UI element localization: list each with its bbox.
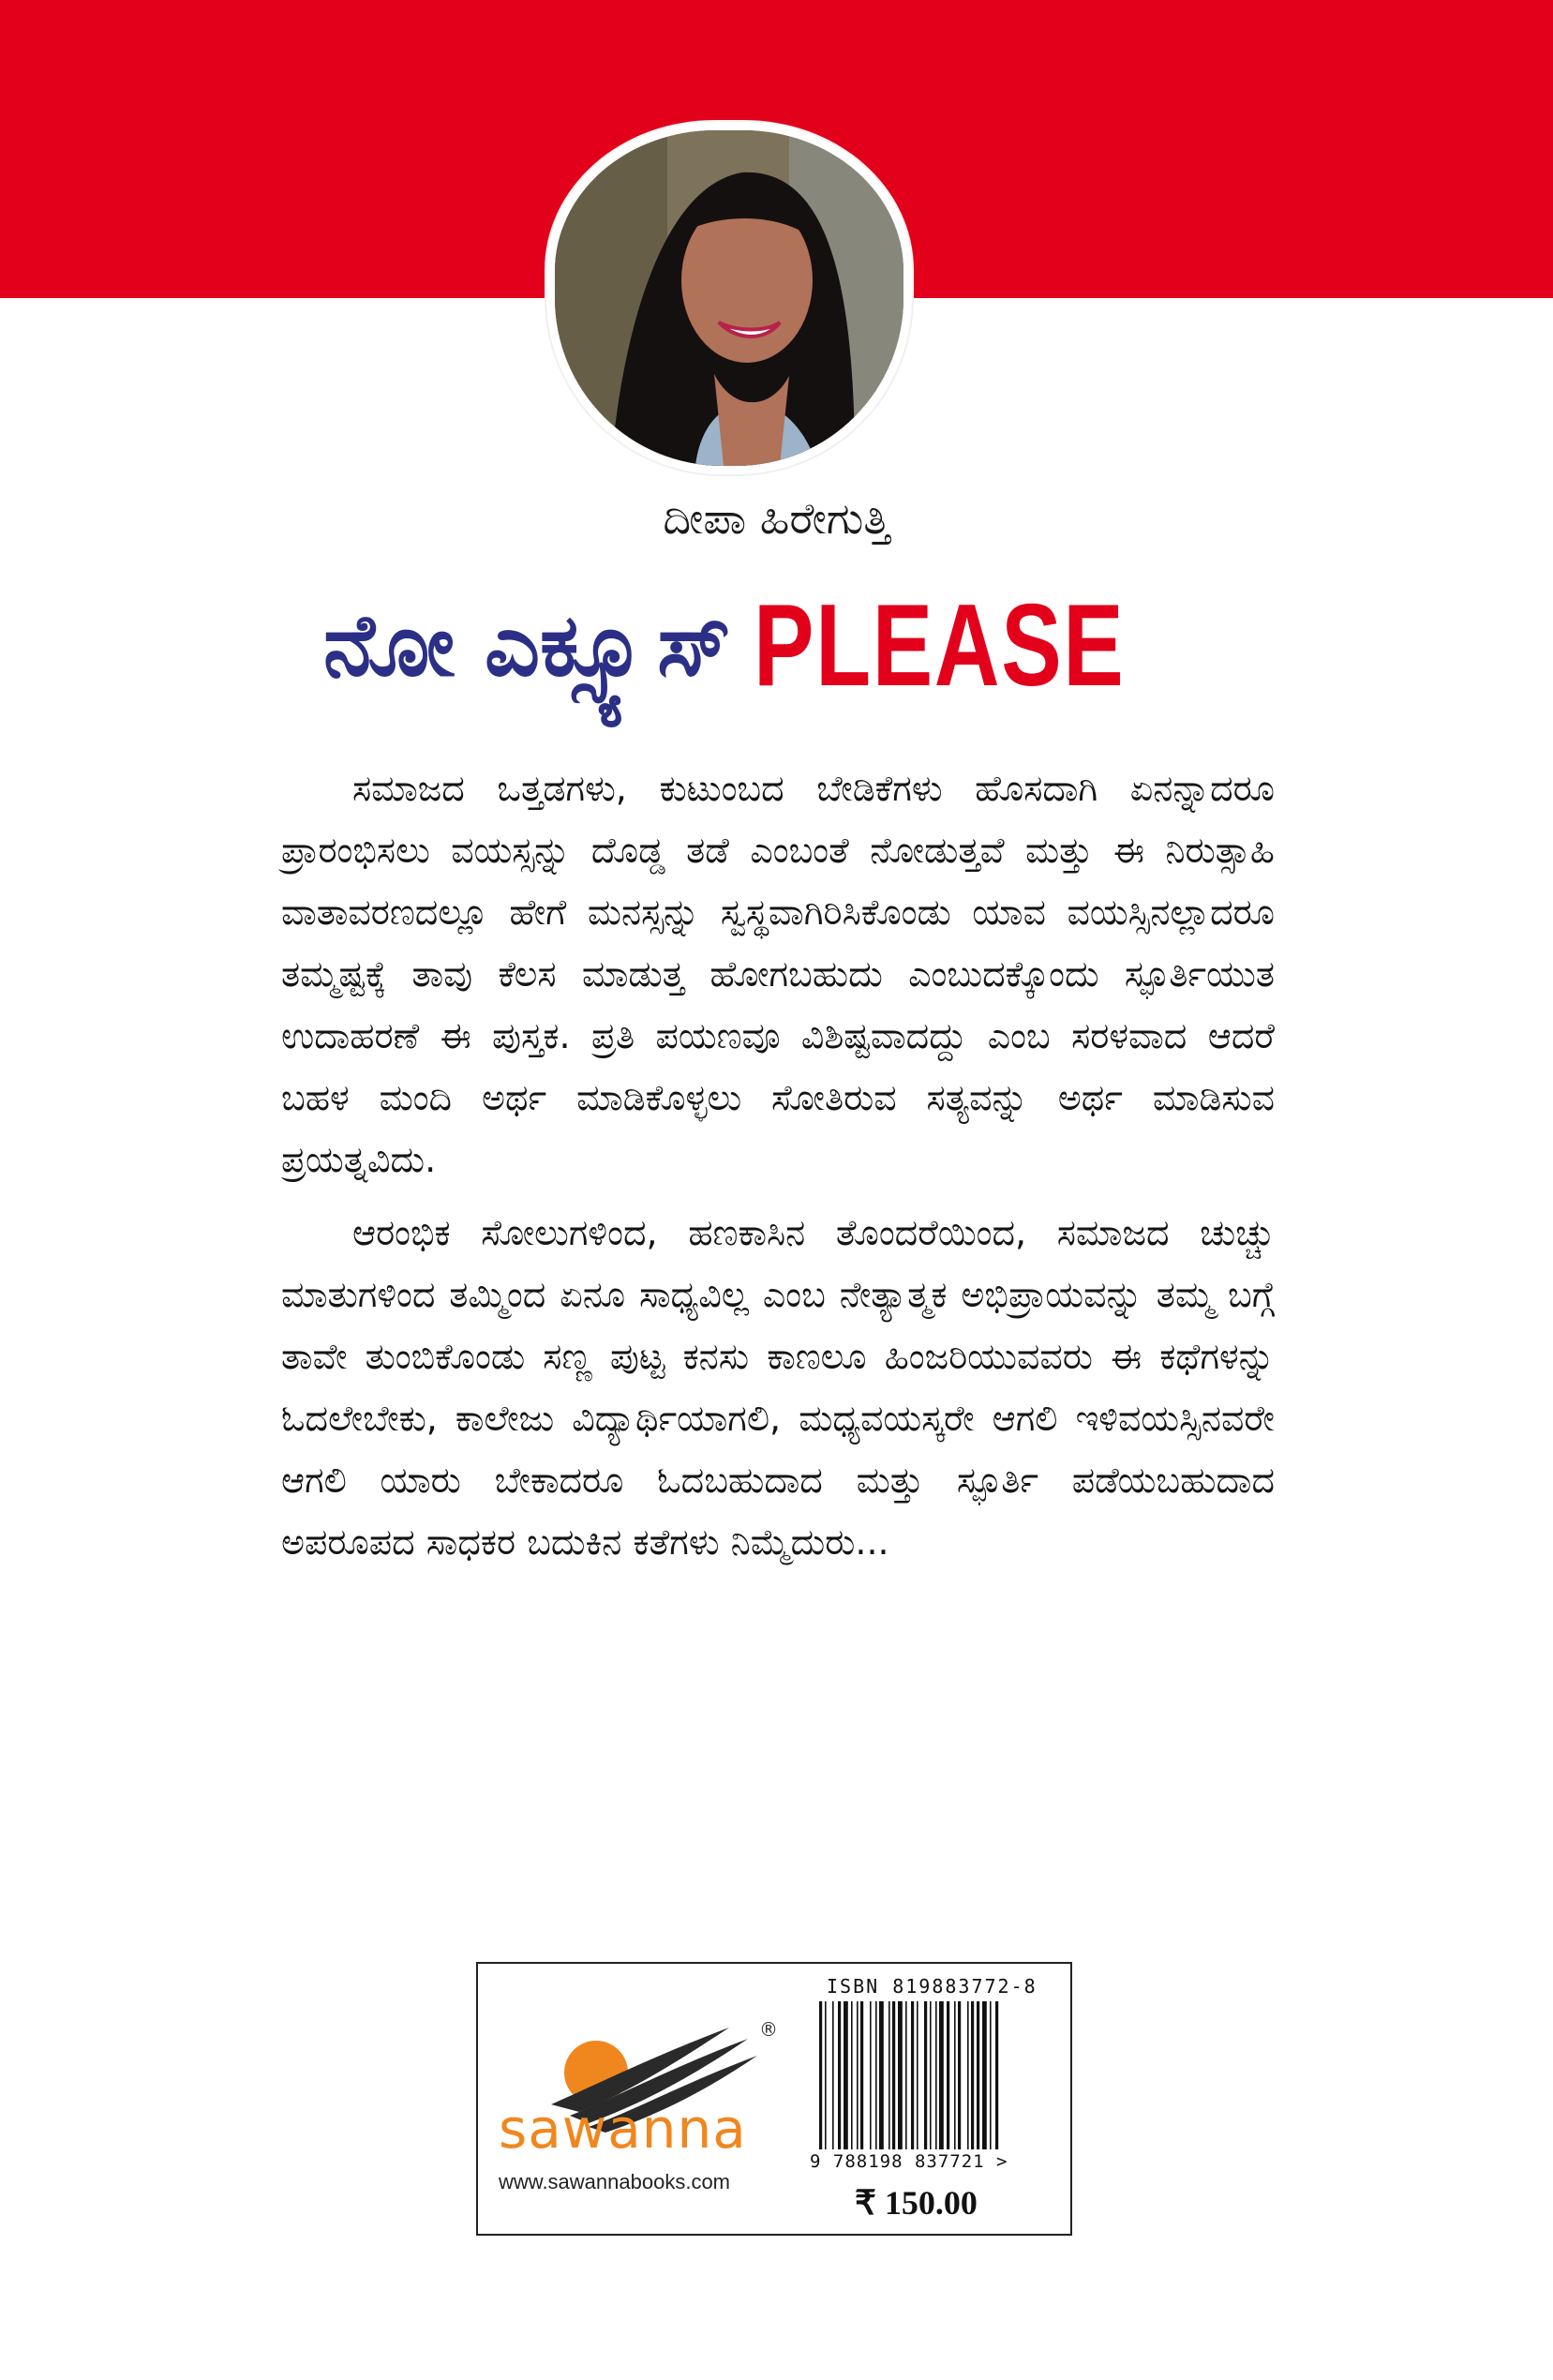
title-kannada: ನೋ ಎಕ್ಸ್ಯೂಸ್ [322,594,731,696]
author-name: ದೀಪಾ ಹಿರೇಗುತ್ತಿ [663,493,890,544]
back-cover-blurb [281,757,1275,1584]
publisher-name: sawanna [499,2097,747,2161]
blurb-paragraph-2: ಆರಂಭಿಕ ಸೋಲುಗಳಿಂದ, ಹಣಕಾಸಿನ ತೊಂದರೆಯಿಂದ, ಸಮಾಜದ ಚುಚ್ಚು ಮಾತುಗಳಿಂದ ತಮ್ಮಿಂದ ಏನೂ ಸಾಧ್ಯವಿಲ್ಲ ಎಂಬ ನೇತ್ಯಾತ್ಮಕ ಅಭಿಪ್ರಾಯವನ್ನು ತಮ್ಮ ಬಗ್ಗೆ ತಾವೇ ತುಂಬಿಕೊಂಡು ಸಣ್ಣ ಪುಟ್ಟ ಕನಸು ಕಾಣಲೂ ಹಿಂಜರಿಯುವವರು ಈ ಕಥೆಗಳನ್ನು ಓದಲೇಬೇಕು, ಕಾಲೇಜು ವಿದ್ಯಾರ್ಥಿಯಾಗಲಿ, ಮಧ್ಯವಯಸ್ಕರೇ ಆಗಲಿ ಇಳಿವಯಸ್ಸಿನವರೇ ಆಗಲಿ ಯಾರು ಬೇಕಾದರೂ ಓದಬಹುದಾದ ಮತ್ತು ಸ್ಫೂರ್ತಿ ಪಡೆಯಬಹುದಾದ ಅಪರೂಪದ ಸಾಧಕರ ಬದುಕಿನ ಕತೆಗಳು ನಿಮ್ಮೆದುರು... [281,1212,1275,1563]
title-english: PLEASE [753,581,1126,711]
barcode-icon [817,2001,1052,2149]
publisher-url: www.sawannabooks.com [499,2170,731,2193]
blurb-paragraph-1: ಸಮಾಜದ ಒತ್ತಡಗಳು, ಕುಟುಂಬದ ಬೇಡಿಕೆಗಳು ಹೊಸದಾಗಿ ಏನನ್ನಾದರೂ ಪ್ರಾರಂಭಿಸಲು ವಯಸ್ಸನ್ನು ದೊಡ್ಡ ತಡೆ ಎಂಬಂತೆ ನೋಡುತ್ತವೆ ಮತ್ತು ಈ ನಿರುತ್ಸಾಹಿ ವಾತಾವರಣದಲ್ಲೂ ಹೇಗೆ ಮನಸ್ಸನ್ನು ಸ್ವಸ್ಥವಾಗಿರಿಸಿಕೊಂಡು ಯಾವ ವಯಸ್ಸಿನಲ್ಲಾದರೂ ತಮ್ಮಷ್ಟಕ್ಕೆ ತಾವು ಕೆಲಸ ಮಾಡುತ್ತ ಹೋಗಬಹುದು ಎಂಬುದಕ್ಕೊಂದು ಸ್ಫೂರ್ತಿಯುತ ಉದಾಹರಣೆ ಈ ಪುಸ್ತಕ. ಪ್ರತಿ ಪಯಣವೂ ವಿಶಿಷ್ಟವಾದದ್ದು ಎಂಬ ಸರಳವಾದ ಆದರೆ ಬಹಳ ಮಂದಿ ಅರ್ಥ ಮಾಡಿಕೊಳ್ಳಲು ಸೋತಿರುವ ಸತ್ಯವನ್ನು ಅರ್ಥ ಮಾಡಿಸುವ ಪ್ರಯತ್ನವಿದು. [281,768,1275,1180]
price: ₹ 150.00 [855,2184,978,2222]
book-title [0,579,1553,711]
author-portrait-image [555,130,903,466]
isbn-label: ISBN 819883772-8 [827,1975,1038,1998]
barcode-panel [476,1962,1072,2236]
author-photo [555,130,903,466]
barcode-digits: 9 788198 837721 > [810,2151,1008,2172]
registered-mark: ® [759,2018,778,2041]
author-photo-frame [546,122,912,474]
